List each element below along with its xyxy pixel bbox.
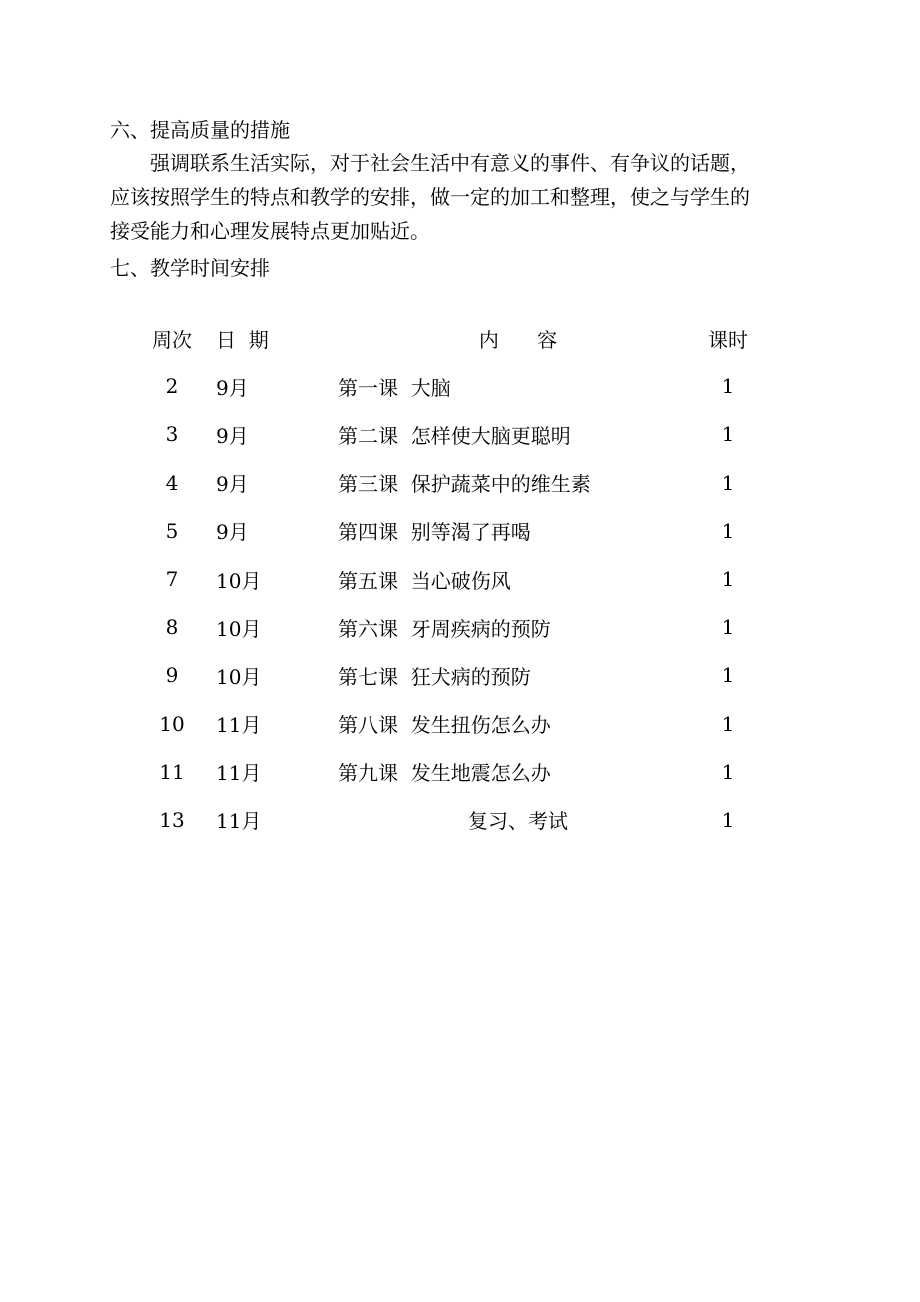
header-week: 周次 [152,327,192,352]
cell-content: 第八课 发生扭伤怎么办 [338,713,551,738]
cell-hours: 1 [721,374,735,399]
cell-hours: 1 [721,615,735,640]
header-date: 日 期 [216,327,269,352]
table-row [128,459,758,507]
cell-content: 第四课 别等渴了再喝 [338,520,531,545]
cell-date: 10月 [216,616,262,641]
schedule-table [128,314,758,844]
cell-hours: 1 [721,663,735,688]
paragraph-line-1: 强调联系生活实际，对于社会生活中有意义的事件、有争议的话题， [150,151,750,175]
cell-week: 9 [165,663,179,688]
section-7-heading: 七、教学时间安排 [110,256,270,280]
cell-content: 第一课 大脑 [338,375,451,400]
cell-hours: 1 [721,518,735,543]
cell-hours: 1 [721,807,735,832]
cell-week: 11 [159,759,185,784]
cell-content: 第二课 怎样使大脑更聪明 [338,423,571,448]
cell-week: 13 [159,807,185,832]
cell-week: 10 [159,711,185,736]
cell-week: 7 [165,567,179,592]
cell-date: 9月 [216,423,249,448]
table-row [128,651,758,699]
cell-date: 11月 [216,809,262,834]
cell-date: 10月 [216,664,262,689]
schedule-header-row [128,314,758,362]
table-row [128,362,758,410]
cell-week: 4 [165,470,179,495]
header-content: 内 容 [478,327,558,352]
cell-date: 9月 [216,375,249,400]
cell-hours: 1 [721,711,735,736]
table-row [128,748,758,796]
paragraph-line-3: 接受能力和心理发展特点更加贴近。 [110,219,430,243]
table-row [128,603,758,651]
cell-date: 10月 [216,568,262,593]
cell-content: 第九课 发生地震怎么办 [338,761,551,786]
section-6-heading: 六、提高质量的措施 [110,118,290,142]
cell-content: 第五课 当心破伤风 [338,568,511,593]
cell-hours: 1 [721,470,735,495]
cell-content: 复习、考试 [468,809,568,834]
table-row [128,796,758,844]
cell-hours: 1 [721,567,735,592]
cell-date: 9月 [216,472,249,497]
header-hours: 课时 [708,327,748,352]
cell-week: 5 [165,518,179,543]
cell-week: 2 [165,374,179,399]
cell-date: 11月 [216,761,262,786]
paragraph-line-2: 应该按照学生的特点和教学的安排，做一定的加工和整理，使之与学生的 [110,185,750,209]
table-row [128,555,758,603]
cell-content: 第七课 狂犬病的预防 [338,664,531,689]
cell-week: 3 [165,422,179,447]
section-6-paragraph [110,146,812,248]
cell-content: 第六课 牙周疾病的预防 [338,616,551,641]
cell-hours: 1 [721,759,735,784]
table-row [128,410,758,458]
cell-date: 9月 [216,520,249,545]
cell-week: 8 [165,615,179,640]
table-row [128,507,758,555]
table-row [128,700,758,748]
cell-content: 第三课 保护蔬菜中的维生素 [338,472,591,497]
cell-date: 11月 [216,713,262,738]
cell-hours: 1 [721,422,735,447]
